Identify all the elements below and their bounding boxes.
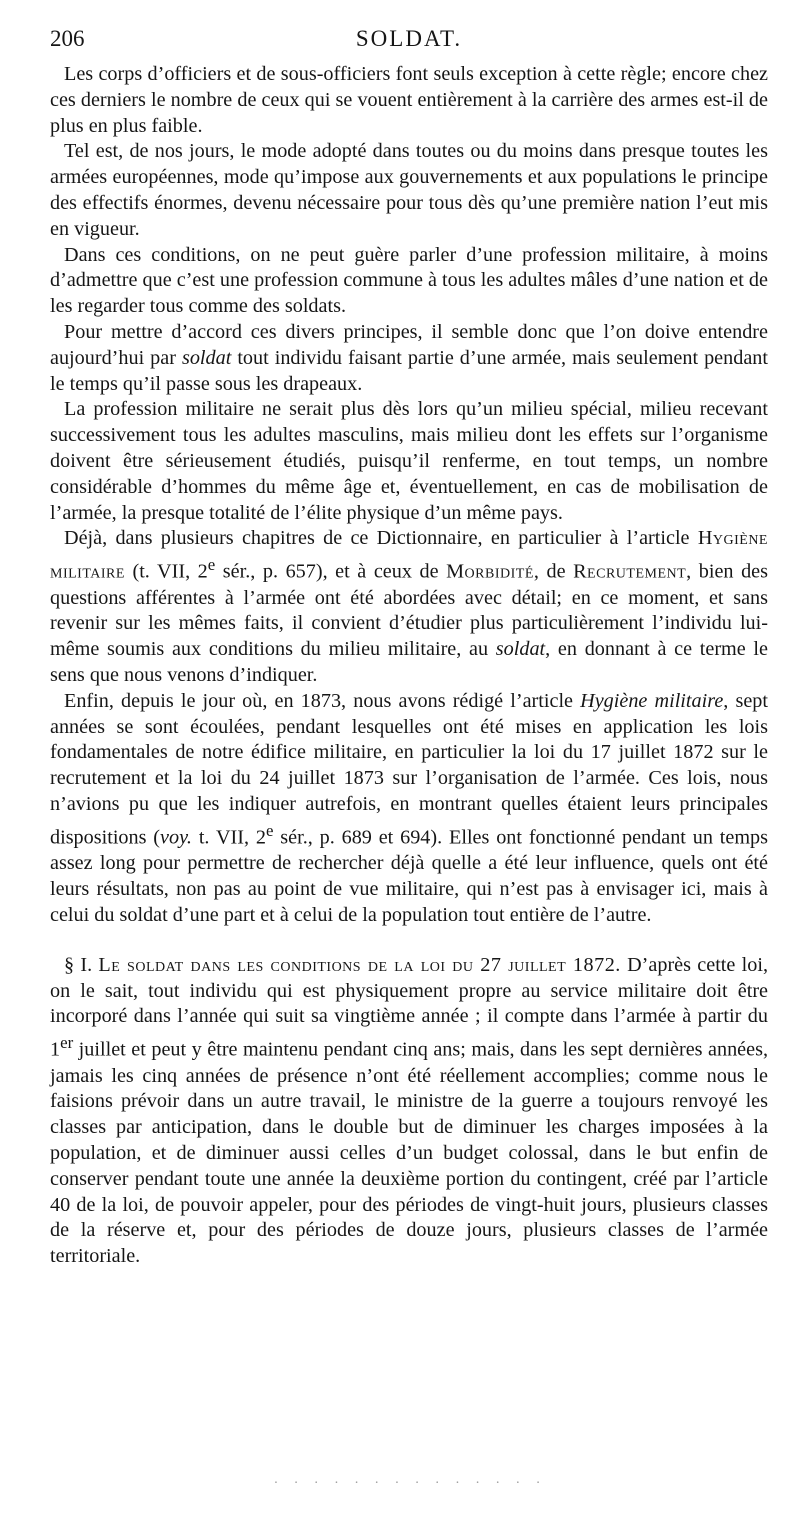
paragraph-2: Tel est, de nos jours, le mode adopté dans toutes ou du moins dans presque toutes les armées européennes, mode qu’impose aux gouvernements et aux populations le principe des effectifs énormes, devenu nécessaire pour tous dès qu’une première nation l’eut mis en vigueur. bbox=[50, 140, 768, 240]
text-run: , en donnant à ce terme le sens que nous venons d’indiquer. bbox=[50, 638, 768, 687]
page-number: 206 bbox=[50, 26, 85, 51]
section-mark: § I. bbox=[64, 953, 99, 976]
superscript: e bbox=[207, 555, 216, 575]
text-run: (t. VII, 2 bbox=[124, 560, 208, 583]
text-run: Déjà, dans plusieurs chapitres de ce Dictionnaire, en particulier à l’article bbox=[64, 527, 698, 550]
paragraph-1: Les corps d’officiers et de sous-officiers font seuls exception à cette règle; encore chez ces derniers le nombre de ceux qui se vouent entièrement à la carrière des armes est-il de plus en plus faible. bbox=[50, 63, 768, 137]
text-run: D’après cette loi, on le sait, tout individu qui est physiquement propre au service militaire doit être incorporé dans l’année qui suit sa vingtième année ; il compte dans l’armée à partir du 1 bbox=[50, 953, 768, 1061]
italic-term: Hygiène militaire bbox=[580, 689, 724, 712]
italic-term: soldat bbox=[181, 346, 232, 369]
text-run: t. VII, 2 bbox=[191, 826, 266, 849]
paragraph-3: Dans ces conditions, on ne peut guère parler d’une profession militaire, à moins d’admettre que c’est une profession commune à tous les adultes mâles d’une nation et de les regarder tous comme des soldats. bbox=[50, 243, 768, 318]
paragraph-8 bbox=[50, 953, 768, 1270]
text-run: Enfin, depuis le jour où, en 1873, nous avons rédigé l’article bbox=[64, 689, 581, 712]
superscript: er bbox=[60, 1033, 74, 1053]
italic-term: soldat bbox=[495, 638, 546, 661]
paragraph-6 bbox=[50, 526, 768, 689]
cross-reference: Morbidité bbox=[446, 560, 534, 583]
text-run: , bien des questions afférentes à l’armée ont été abordées avec détail; en ce moment, et sans revenir sur les mêmes faits, il convient d’étudier plus particulièrement l’individu lui-même soumis aux conditions du milieu militaire, au bbox=[50, 560, 768, 661]
scan-noise-dots: · · · · · · · · · · · · · · bbox=[273, 1476, 547, 1491]
text-run: Pour mettre d’accord ces divers principes, il semble donc que l’on doive entendre aujourd’hui par bbox=[50, 320, 768, 369]
running-title: SOLDAT. bbox=[355, 26, 463, 51]
text-run: tout individu faisant partie d’une armée, mais seulement pendant le temps qu’il passe sous les drapeaux. bbox=[50, 346, 768, 395]
page-body bbox=[50, 62, 768, 1270]
section-heading: Le soldat dans les conditions de la loi du 27 juillet 1872. bbox=[98, 953, 621, 976]
cross-reference: Recrutement bbox=[573, 560, 687, 583]
text-run: sér., p. 657), et à ceux de bbox=[215, 560, 447, 583]
text-run: juillet et peut y être maintenu pendant cinq ans; mais, dans les sept dernières années, jamais les cinq années de présence n’ont été réellement accomplies; comme nous le faisions prévoir dans un autre travail, le ministre de la guerre a toujours renvoyé les classes par anticipation, dans le double but de diminuer les charges imposées à la population, et de diminuer aussi celles d’un budget colossal, dans le but enfin de conserver pendant toute une année la deuxième portion du contingent, créé par l’article 40 de la loi, de pouvoir appeler, pour des périodes de vingt-huit jours, plusieurs classes de la réserve et, pour des périodes de douze jours, plusieurs classes de l’armée territoriale. bbox=[50, 1038, 768, 1268]
paragraph-5: La profession militaire ne serait plus dès lors qu’un milieu spécial, milieu recevant successivement tous les adultes masculins, mais milieu dont les effets sur l’organisme doivent être sérieusement étudiés, puisqu’il renferme, en tout temps, un nombre considérable d’hommes du même âge et, éventuellement, en cas de mobilisation de l’armée, la presque totalité de l’élite physique d’un même pays. bbox=[50, 398, 768, 524]
superscript: e bbox=[265, 820, 274, 840]
paragraph-4 bbox=[50, 320, 768, 397]
paragraph-7 bbox=[50, 689, 768, 929]
italic-term: voy. bbox=[160, 826, 192, 849]
text-run: , sept années se sont écoulées, pendant lesquelles ont été mises en application les lois fondamentales de notre édifice militaire, en particulier la loi du 17 juillet 1872 sur le recrutement et la loi du 24 juillet 1873 sur l’organisation de l’armée. Ces lois, nous n’avions pu que les indiquer autrefois, en montrant quelles étaient leurs principales dispositions ( bbox=[50, 689, 768, 849]
section-gap bbox=[50, 929, 768, 953]
text-run: , de bbox=[533, 560, 574, 583]
cross-reference: Hygiène militaire bbox=[50, 527, 768, 583]
text-run: sér., p. 689 et 694). Elles ont fonctionné pendant un temps assez long pour permettre de rechercher déjà quelle a été leur influence, quels ont été leurs résultats, non pas au point de vue militaire, qui n’est pas à envisager ici, mais à celui du soldat d’une part et à celui de la population tout entière de l’autre. bbox=[50, 826, 768, 926]
page-header bbox=[50, 22, 768, 56]
